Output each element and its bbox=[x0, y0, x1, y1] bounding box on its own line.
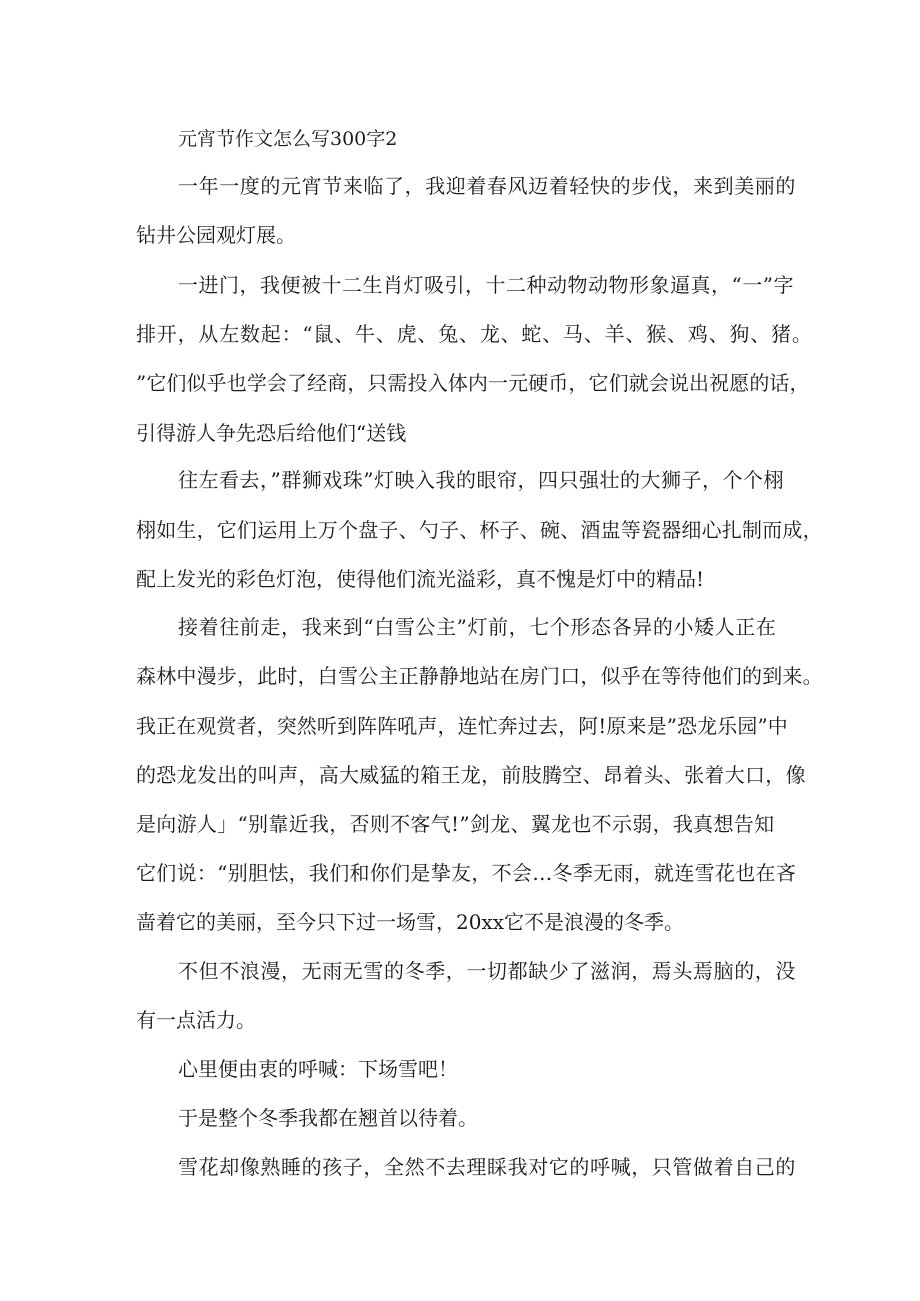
text-line: 啬着它的美丽，至今只下过一场雪，20xx它不是浪漫的冬季。 bbox=[136, 910, 685, 934]
text-line: 栩如生，它们运用上万个盘子、勺子、杯子、碗、酒盅等瓷器细心扎制而成， bbox=[136, 518, 823, 542]
text-line: 钻井公园观灯展。 bbox=[136, 223, 296, 247]
document-title: 元宵节作文怎么写300字2 bbox=[178, 128, 398, 150]
text-line: 它们说：“别胆怯，我们和你们是挚友，不会…冬季无雨，就连雪花也在吝 bbox=[136, 861, 797, 885]
text-line: 接着往前走，我来到“白雪公主”灯前，七个形态各异的小矮人正在 bbox=[178, 615, 777, 639]
text-line: 心里便由衷的呼喊：下场雪吧！ bbox=[178, 1057, 458, 1081]
text-line: 配上发光的彩色灯泡，使得他们流光溢彩，真不愧是灯中的精品! bbox=[136, 567, 705, 591]
text-line: 往左看去，”群狮戏珠”灯映入我的眼帘，四只强壮的大狮子，个个栩 bbox=[178, 468, 784, 492]
text-line: 的恐龙发出的叫声，高大威猛的箱王龙，前肢腾空、昂着头、张着大口，像 bbox=[136, 763, 806, 787]
text-line: 于是整个冬季我都在翘首以待着。 bbox=[178, 1106, 478, 1130]
text-line: 我正在观赏者，突然听到阵阵吼声，连忙奔过去，阿!原来是”恐龙乐园”中 bbox=[136, 714, 788, 738]
text-line: 一进门，我便被十二生肖灯吸引，十二种动物动物形象逼真，“一”字 bbox=[178, 273, 794, 297]
text-line: 森林中漫步，此时，白雪公主正静静地站在房门口，似乎在等待他们的到来。 bbox=[136, 664, 823, 688]
text-line: 雪花却像熟睡的孩子，全然不去理睬我对它的呼喊，只管做着自己的 bbox=[178, 1155, 796, 1179]
text-line: 排开，从左数起：“鼠、牛、虎、兔、龙、蛇、马、羊、猴、鸡、狗、猪。 bbox=[136, 322, 813, 346]
text-line: 是向游人」“别靠近我，否则不客气!”剑龙、翼龙也不示弱，我真想告知 bbox=[136, 812, 775, 836]
text-line: 引得游人争先恐后给他们“送钱 bbox=[136, 421, 407, 445]
text-line: ”它们似乎也学会了经商，只需投入体内一元硬币，它们就会说出祝愿的话， bbox=[136, 371, 810, 395]
text-line: 一年一度的元宵节来临了，我迎着春风迈着轻快的步伐，来到美丽的 bbox=[178, 174, 796, 198]
text-line: 有一点活力。 bbox=[136, 1008, 256, 1032]
text-line: 不但不浪漫，无雨无雪的冬季，一切都缺少了滋润，焉头焉脑的，没 bbox=[178, 959, 796, 983]
